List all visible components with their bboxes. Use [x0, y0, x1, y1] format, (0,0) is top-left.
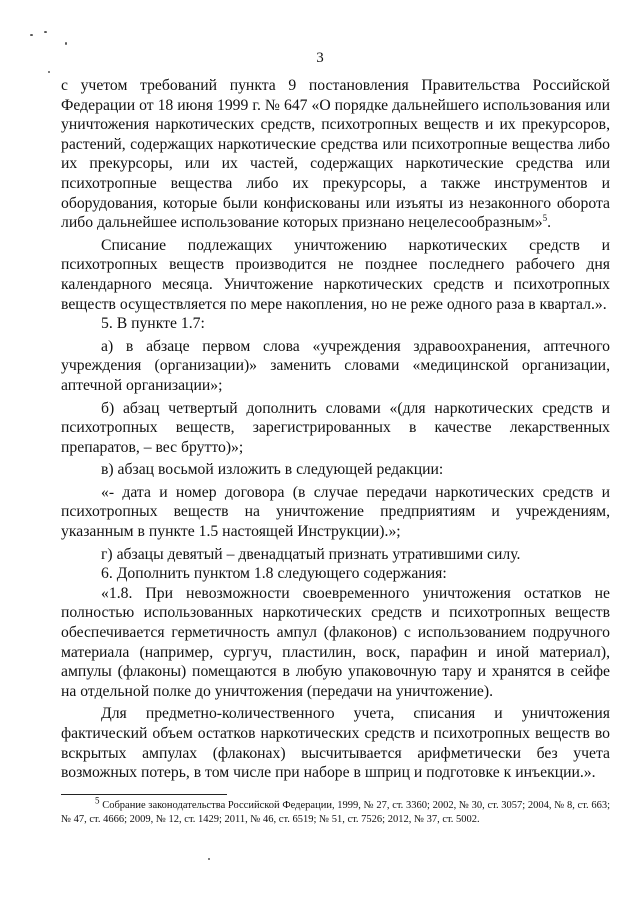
paragraph-4: а) в абзаце первом слова «учреждения здравоохранения, аптечного учреждения (организации)» заменить словами «медицинской организации, аптечной организации»; [61, 337, 610, 394]
paragraph-1: с учетом требований пункта 9 постановления Правительства Российской Федерации от 18 июня 1999 г. № 647 «О порядке дальнейшего использования или уничтожения наркотических средств, психотропных веществ и их прекурсоров, растений, содержащих наркотические средства или психотропные вещества либо их прекурсоры, или их частей, содержащих наркотические средства или психотропные вещества либо их прекурсоры, а также инструментов и оборудования, которые были конфискованы или изъяты из незаконного оборота либо дальнейшее использование которых признано нецелесообразным»$^5$. [61, 77, 610, 232]
footnote-divider [61, 794, 227, 795]
paragraph-9: 6. Дополнить пунктом 1.8 следующего содержания: [101, 565, 447, 583]
paragraph-7: «- дата и номер договора (в случае передачи наркотических средств и психотропных веществ на уничтожение предприятиям и учреждениям, указанным в пункте 1.5 настоящей Инструкции).»; [61, 483, 610, 541]
paragraph-10: «1.8. При невозможности своевременного уничтожения остатков не полностью использованных наркотических средств и психотропных веществ обеспечивается герметичность ампул (флаконов) с использованием подручного материала (например, сургуч, пластилин, воск, парафин и иной материал), ампулы (флаконы) помещаются в любую упаковочную тару и хранятся в сейфе на отдельной полке до уничтожения (передачи на уничтожение). [61, 584, 610, 700]
paragraph-8: г) абзацы девятый – двенадцатый признать утратившими силу. [101, 545, 521, 563]
footnote-ref: 5 [542, 212, 548, 223]
paragraph-2: Списание подлежащих уничтожению наркотических средств и психотропных веществ производится не позднее последнего рабочего дня календарного месяца. Уничтожение наркотических средств и психотропных веществ осуществляется по мере накопления, но не реже одного раза в квартал.». [61, 236, 610, 313]
page-number: 3 [316, 50, 324, 66]
paragraph-1-text: с учетом требований пункта 9 постановления Правительства Российской Федерации от 18 июня 1999 г. № 647 «О порядке дальнейшего использования или уничтожения наркотических средств, психотропных веществ и их прекурсоров, растений, содержащих наркотические средства или психотропные вещества либо их прекурсоры, или их частей, содержащих наркотические средства или психотропные вещества либо их прекурсоры, а также инструментов и оборудования, которые были конфискованы или изъяты из незаконного оборота либо дальнейшее использование которых признано нецелесообразным» [61, 77, 610, 232]
footnote-body [61, 795, 611, 827]
body-text [61, 76, 610, 783]
paragraph-5: б) абзац четвертый дополнить словами «(для наркотических средств и психотропных веществ, зарегистрированных в качестве лекарственных препаратов, – вес брутто)»; [61, 399, 610, 456]
paragraph-11: Для предметно-количественного учета, списания и уничтожения фактический объем остатков наркотических средств и психотропных веществ во вскрытых ампулах (флаконах) высчитывается арифметически без учета возможных потерь, в том числе при наборе в шприц и подготовке к инъекции.». [61, 705, 610, 782]
footnote-text: Собрание законодательства Российской Федерации, 1999, № 27, ст. 3360; 2002, № 30, ст. 3057; 2004, № 8, ст. 663; № 47, ст. 4666; 2009, № 12, ст. 1429; 2011, № 46, ст. 6519; № 51, ст. 7526; 2012, № 37, ст. 5002. [61, 800, 611, 825]
paragraph-6: в) абзац восьмой изложить в следующей редакции: [101, 461, 444, 479]
footnote-marker: 5 [95, 795, 100, 806]
footnote [61, 795, 611, 827]
paragraph-3: 5. В пункте 1.7: [101, 315, 205, 333]
